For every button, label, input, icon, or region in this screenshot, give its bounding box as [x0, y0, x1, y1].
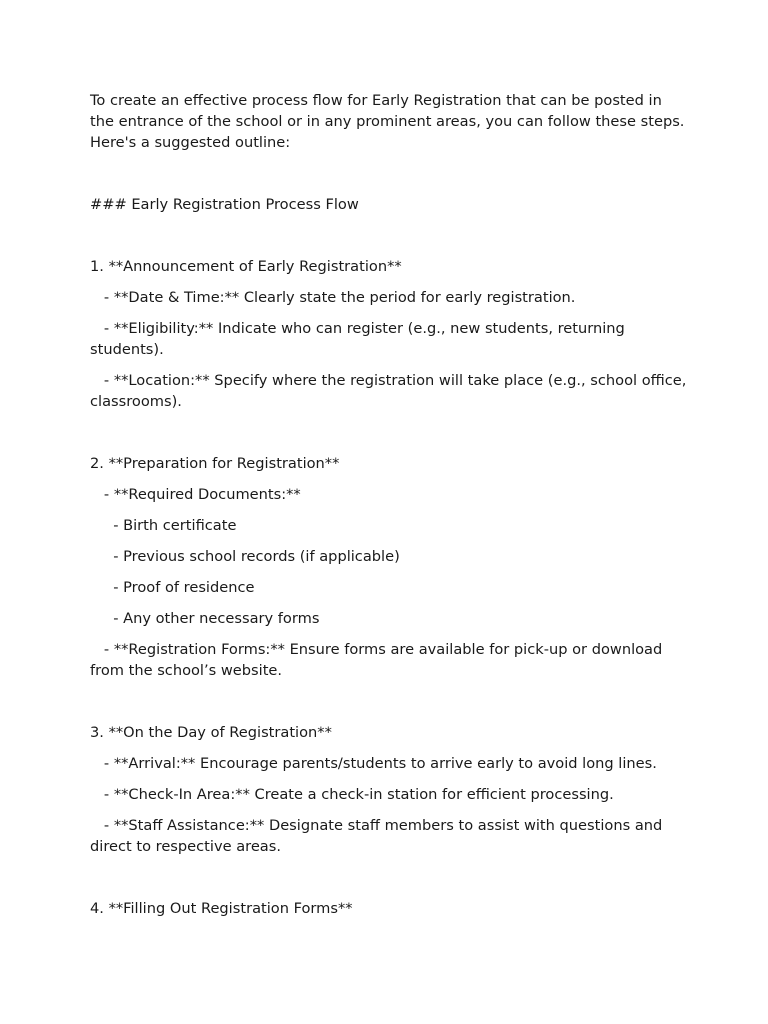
- list-item: - **Eligibility:** Indicate who can register (e.g., new students, returning students).: [90, 320, 630, 358]
- section-filling-forms: [90, 898, 690, 919]
- section-announcement: [90, 256, 690, 412]
- list-item: - **Registration Forms:** Ensure forms are available for pick-up or download from the school’s website.: [90, 641, 667, 679]
- section-title: 3. **On the Day of Registration**: [90, 724, 332, 741]
- list-item: - Birth certificate: [90, 517, 237, 534]
- section-registration-day: [90, 722, 690, 857]
- list-item: - Previous school records (if applicable): [90, 548, 400, 565]
- section-title: 4. **Filling Out Registration Forms**: [90, 900, 353, 917]
- list-item: - **Check-In Area:** Create a check-in station for efficient processing.: [90, 786, 614, 803]
- section-title: 2. **Preparation for Registration**: [90, 455, 340, 472]
- list-item: - **Required Documents:**: [90, 486, 301, 503]
- list-item: - **Date & Time:** Clearly state the period for early registration.: [90, 289, 576, 306]
- list-item: - **Arrival:** Encourage parents/students to arrive early to avoid long lines.: [90, 755, 657, 772]
- process-flow-heading: ### Early Registration Process Flow: [90, 196, 359, 213]
- intro-paragraph: To create an effective process flow for Early Registration that can be posted in the entrance of the school or in any prominent areas, you can follow these steps. Here's a suggested outline:: [90, 92, 690, 151]
- document-page: [90, 90, 690, 929]
- section-title: 1. **Announcement of Early Registration**: [90, 258, 402, 275]
- list-item: - **Staff Assistance:** Designate staff members to assist with questions and direct to respective areas.: [90, 817, 667, 855]
- section-preparation: [90, 453, 690, 681]
- list-item: - **Location:** Specify where the registration will take place (e.g., school office, classrooms).: [90, 372, 692, 410]
- list-item: - Proof of residence: [90, 579, 255, 596]
- list-item: - Any other necessary forms: [90, 610, 320, 627]
